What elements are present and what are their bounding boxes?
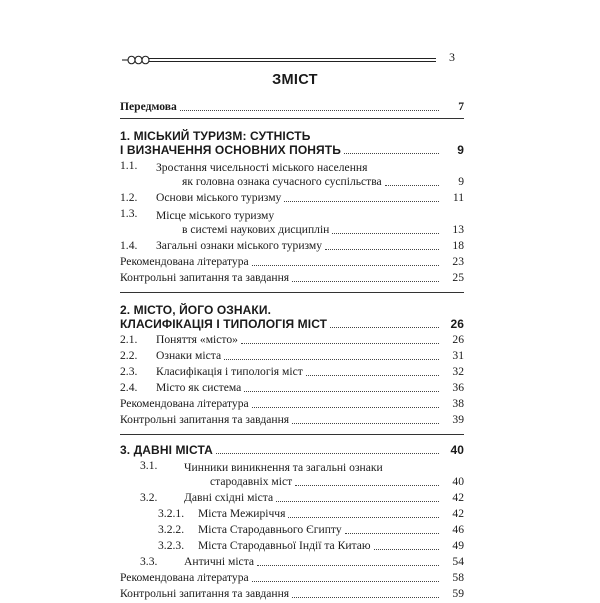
toc-page-number: 32 — [452, 365, 464, 378]
toc-entry-label: Рекомендована література — [120, 255, 249, 268]
section-number: 2.3. — [120, 365, 138, 378]
leader-dots — [244, 391, 439, 392]
section-title-line2: як головна ознака сучасного суспільства — [182, 175, 382, 188]
section-title: Місто як система — [156, 381, 242, 394]
divider — [120, 292, 464, 293]
section-number: 2.2. — [120, 349, 138, 362]
toc-section-2-3[interactable] — [120, 365, 464, 379]
toc-page-number: 36 — [452, 381, 464, 394]
page-number: 3 — [449, 50, 455, 64]
leader-dots — [344, 153, 439, 154]
table-of-contents — [120, 100, 464, 603]
toc-page-number: 58 — [452, 571, 464, 584]
section-number: 3.1. — [140, 459, 158, 472]
section-number: 3.2.1. — [158, 507, 185, 520]
section-number: 2.1. — [120, 333, 138, 346]
toc-page-number: 26 — [452, 333, 464, 346]
chapter-title-line1: 1. МІСЬКИЙ ТУРИЗМ: СУТНІСТЬ — [120, 129, 311, 143]
leader-dots — [257, 565, 439, 566]
toc-page-number: 7 — [458, 100, 464, 113]
toc-section-2-4[interactable] — [120, 381, 464, 395]
section-number: 2.4. — [120, 381, 138, 394]
leader-dots — [332, 233, 439, 234]
section-title-line2: в системі наукових дисциплін — [182, 223, 330, 236]
leader-dots — [292, 597, 439, 598]
chapter-title: 3. ДАВНІ МІСТА — [120, 443, 213, 457]
section-title: Міста Стародавньої Індії та Китаю — [198, 539, 371, 552]
leader-dots — [288, 517, 439, 518]
section-title-line1: Зростання чисельності міського населення — [156, 161, 368, 174]
chapter-title-line1: 2. МІСТО, ЙОГО ОЗНАКИ. — [120, 303, 272, 317]
section-number: 3.2. — [140, 491, 158, 504]
toc-page-number: 9 — [457, 143, 464, 157]
toc-section-2-1[interactable] — [120, 333, 464, 347]
leader-dots — [224, 359, 439, 360]
toc-section-2-2[interactable] — [120, 349, 464, 363]
toc-page-number: 59 — [452, 587, 464, 600]
section-title-line1: Місце міського туризму — [156, 209, 275, 222]
toc-subsection-3-2-2[interactable] — [120, 523, 464, 537]
toc-page-number: 38 — [452, 397, 464, 410]
toc-page-number: 46 — [452, 523, 464, 536]
section-number: 3.2.3. — [158, 539, 185, 552]
toc-page-number: 25 — [452, 271, 464, 284]
section-title: Ознаки міста — [156, 349, 222, 362]
toc-page-number: 40 — [452, 475, 464, 488]
section-title-line1: Чинники виникнення та загальні ознаки — [184, 461, 383, 474]
toc-page-number: 42 — [452, 507, 464, 520]
toc-page-number: 39 — [452, 413, 464, 426]
section-number: 1.2. — [120, 191, 138, 204]
toc-section-1-4[interactable] — [120, 239, 464, 253]
toc-section-3-3[interactable] — [120, 555, 464, 569]
toc-section-3-2[interactable] — [120, 491, 464, 505]
leader-dots — [292, 281, 439, 282]
section-title: Міста Межиріччя — [198, 507, 286, 520]
divider — [120, 118, 464, 119]
toc-page-number: 54 — [452, 555, 464, 568]
toc-questions-1[interactable] — [120, 271, 464, 285]
leader-dots — [276, 501, 439, 502]
toc-entry-label: Рекомендована література — [120, 571, 249, 584]
toc-section-3-1[interactable] — [120, 459, 464, 489]
section-number: 3.3. — [140, 555, 158, 568]
toc-entry-label: Рекомендована література — [120, 397, 249, 410]
leader-dots — [180, 110, 439, 111]
section-number: 1.4. — [120, 239, 138, 252]
toc-page-number: 18 — [452, 239, 464, 252]
toc-entry-preface[interactable] — [120, 100, 464, 114]
toc-entry-label: Передмова — [120, 100, 177, 113]
section-title: Поняття «місто» — [156, 333, 238, 346]
toc-chapter-2[interactable] — [120, 301, 464, 331]
leader-dots — [325, 249, 439, 250]
toc-page-number: 42 — [452, 491, 464, 504]
page-title: ЗМІСТ — [272, 72, 318, 88]
leader-dots — [252, 407, 439, 408]
section-title: Класифікація і типологія міст — [156, 365, 303, 378]
toc-chapter-1[interactable] — [120, 127, 464, 157]
leader-dots — [345, 533, 439, 534]
toc-page-number: 26 — [450, 317, 464, 331]
section-title: Античні міста — [184, 555, 255, 568]
toc-page-number: 23 — [452, 255, 464, 268]
section-title: Міста Стародавнього Єгипту — [198, 523, 342, 536]
toc-section-1-2[interactable] — [120, 191, 464, 205]
toc-subsection-3-2-1[interactable] — [120, 507, 464, 521]
leader-dots — [216, 453, 439, 454]
leader-dots — [374, 549, 439, 550]
leader-dots — [252, 265, 439, 266]
chapter-title-line2: КЛАСИФІКАЦІЯ І ТИПОЛОГІЯ МІСТ — [120, 317, 328, 331]
toc-subsection-3-2-3[interactable] — [120, 539, 464, 553]
leader-dots — [330, 327, 439, 328]
divider — [120, 434, 464, 435]
toc-questions-3[interactable] — [120, 587, 464, 601]
toc-literature-2[interactable] — [120, 397, 464, 411]
toc-section-1-1[interactable] — [120, 159, 464, 189]
ornament-divider-icon — [120, 52, 436, 68]
toc-chapter-3[interactable] — [120, 443, 464, 457]
section-number: 1.1. — [120, 159, 138, 172]
section-title: Давні східні міста — [184, 491, 274, 504]
leader-dots — [292, 423, 439, 424]
toc-page-number: 11 — [452, 191, 464, 204]
section-title: Загальні ознаки міського туризму — [156, 239, 323, 252]
toc-page-number: 49 — [452, 539, 464, 552]
toc-entry-label: Контрольні запитання та завдання — [120, 413, 290, 426]
toc-page-number: 40 — [450, 443, 464, 457]
toc-page-number: 31 — [452, 349, 464, 362]
section-title-line2: стародавніх міст — [210, 475, 293, 488]
leader-dots — [252, 581, 439, 582]
leader-dots — [295, 485, 439, 486]
section-title: Основи міського туризму — [156, 191, 282, 204]
toc-page-number: 9 — [458, 175, 464, 188]
toc-page-number: 13 — [452, 223, 464, 236]
toc-section-1-3[interactable] — [120, 207, 464, 237]
toc-literature-1[interactable] — [120, 255, 464, 269]
leader-dots — [385, 185, 439, 186]
section-number: 1.3. — [120, 207, 138, 220]
toc-entry-label: Контрольні запитання та завдання — [120, 271, 290, 284]
leader-dots — [306, 375, 439, 376]
toc-entry-label: Контрольні запитання та завдання — [120, 587, 290, 600]
section-number: 3.2.2. — [158, 523, 185, 536]
toc-questions-2[interactable] — [120, 413, 464, 427]
chapter-title-line2: І ВИЗНАЧЕННЯ ОСНОВНИХ ПОНЯТЬ — [120, 143, 341, 157]
leader-dots — [284, 201, 439, 202]
toc-literature-3[interactable] — [120, 571, 464, 585]
leader-dots — [241, 343, 439, 344]
